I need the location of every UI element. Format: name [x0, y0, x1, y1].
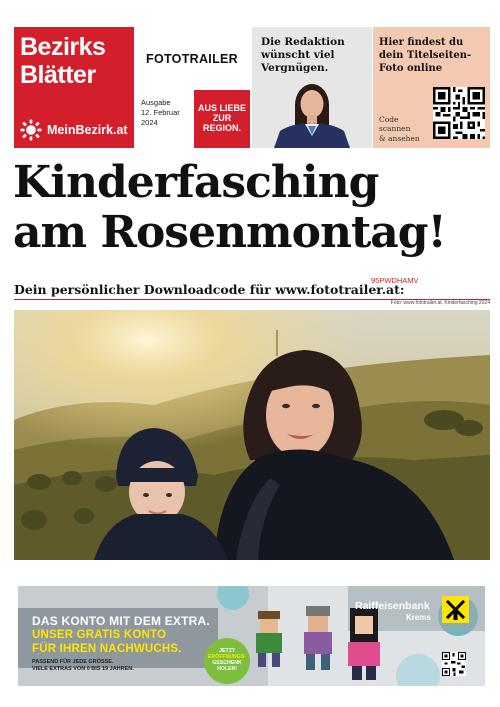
headline-line-1: Kinderfasching	[13, 157, 379, 208]
ad-headline-3: FÜR IHREN NACHWUCHS.	[32, 643, 182, 655]
ad-subtext-1: PASSEND FÜR JEDE GRÖSSE.	[32, 659, 114, 665]
editor-portrait	[264, 79, 360, 148]
site-name: MeinBezirk.at	[47, 123, 128, 137]
issue-date: 12. Februar	[141, 108, 180, 118]
bank-name: Raiffeisenbank	[355, 600, 430, 612]
cover-qr-code[interactable]	[433, 87, 485, 139]
gift-badge[interactable]	[204, 638, 250, 684]
ad-headline-1: DAS KONTO MIT DEM EXTRA.	[32, 614, 210, 628]
badge-line-4: HOLEN!	[217, 665, 237, 672]
ad-subtext-2: VIELE EXTRAS VON 0 BIS 19 JAHREN.	[32, 666, 134, 672]
code-hint	[379, 115, 425, 143]
photo-credit: Foto: www.fototrailer.at, Kinderfasching 2024	[390, 300, 490, 306]
headline-line-2: am Rosenmontag!	[13, 207, 446, 258]
cover-online-box	[373, 27, 490, 148]
brand-line-2: Blätter	[20, 61, 96, 89]
headline	[13, 158, 493, 258]
cover-photo	[14, 310, 490, 560]
raiffeisen-ad[interactable]	[18, 586, 485, 686]
download-label: Dein persönlicher Downloadcode für www.fototrailer.at:	[14, 282, 405, 297]
cover-hint: Hier findest du dein Titelseiten-Foto online	[379, 37, 472, 74]
masthead	[14, 27, 490, 148]
download-code[interactable]: 95PWDHAMV	[371, 276, 419, 285]
brand-line-1: Bezirks	[20, 33, 106, 61]
badge-line-3: GESCHENK	[212, 660, 242, 666]
ad-qr-code[interactable]	[442, 652, 466, 676]
editorial-message: Die Redaktion wünscht viel Vergnügen.	[261, 36, 345, 75]
ad-headline-2: UNSER GRATIS KONTO	[32, 629, 167, 641]
code-hint-line-3: & ansehen	[379, 133, 420, 143]
code-hint-line-1: Code	[379, 115, 399, 124]
bank-location: Krems	[406, 613, 431, 622]
badge-line-1: JETZT	[219, 648, 235, 655]
brand-logo[interactable]	[14, 27, 134, 148]
badge-line-2: ERÖFFNUNGS-	[207, 654, 247, 661]
sun-burst-icon	[20, 119, 42, 141]
issue-year: 2024	[141, 118, 158, 128]
slogan-badge: AUS LIEBE ZUR REGION.	[194, 90, 250, 148]
raiffeisen-logo-icon	[442, 596, 469, 623]
editorial-box	[252, 27, 372, 148]
section-title: FOTOTRAILER	[146, 51, 238, 66]
issue-label: Ausgabe	[141, 98, 171, 107]
code-hint-line-2: scannen	[379, 124, 411, 134]
site-logo	[20, 119, 128, 141]
download-code-row	[14, 276, 490, 299]
issue-info	[134, 90, 192, 148]
